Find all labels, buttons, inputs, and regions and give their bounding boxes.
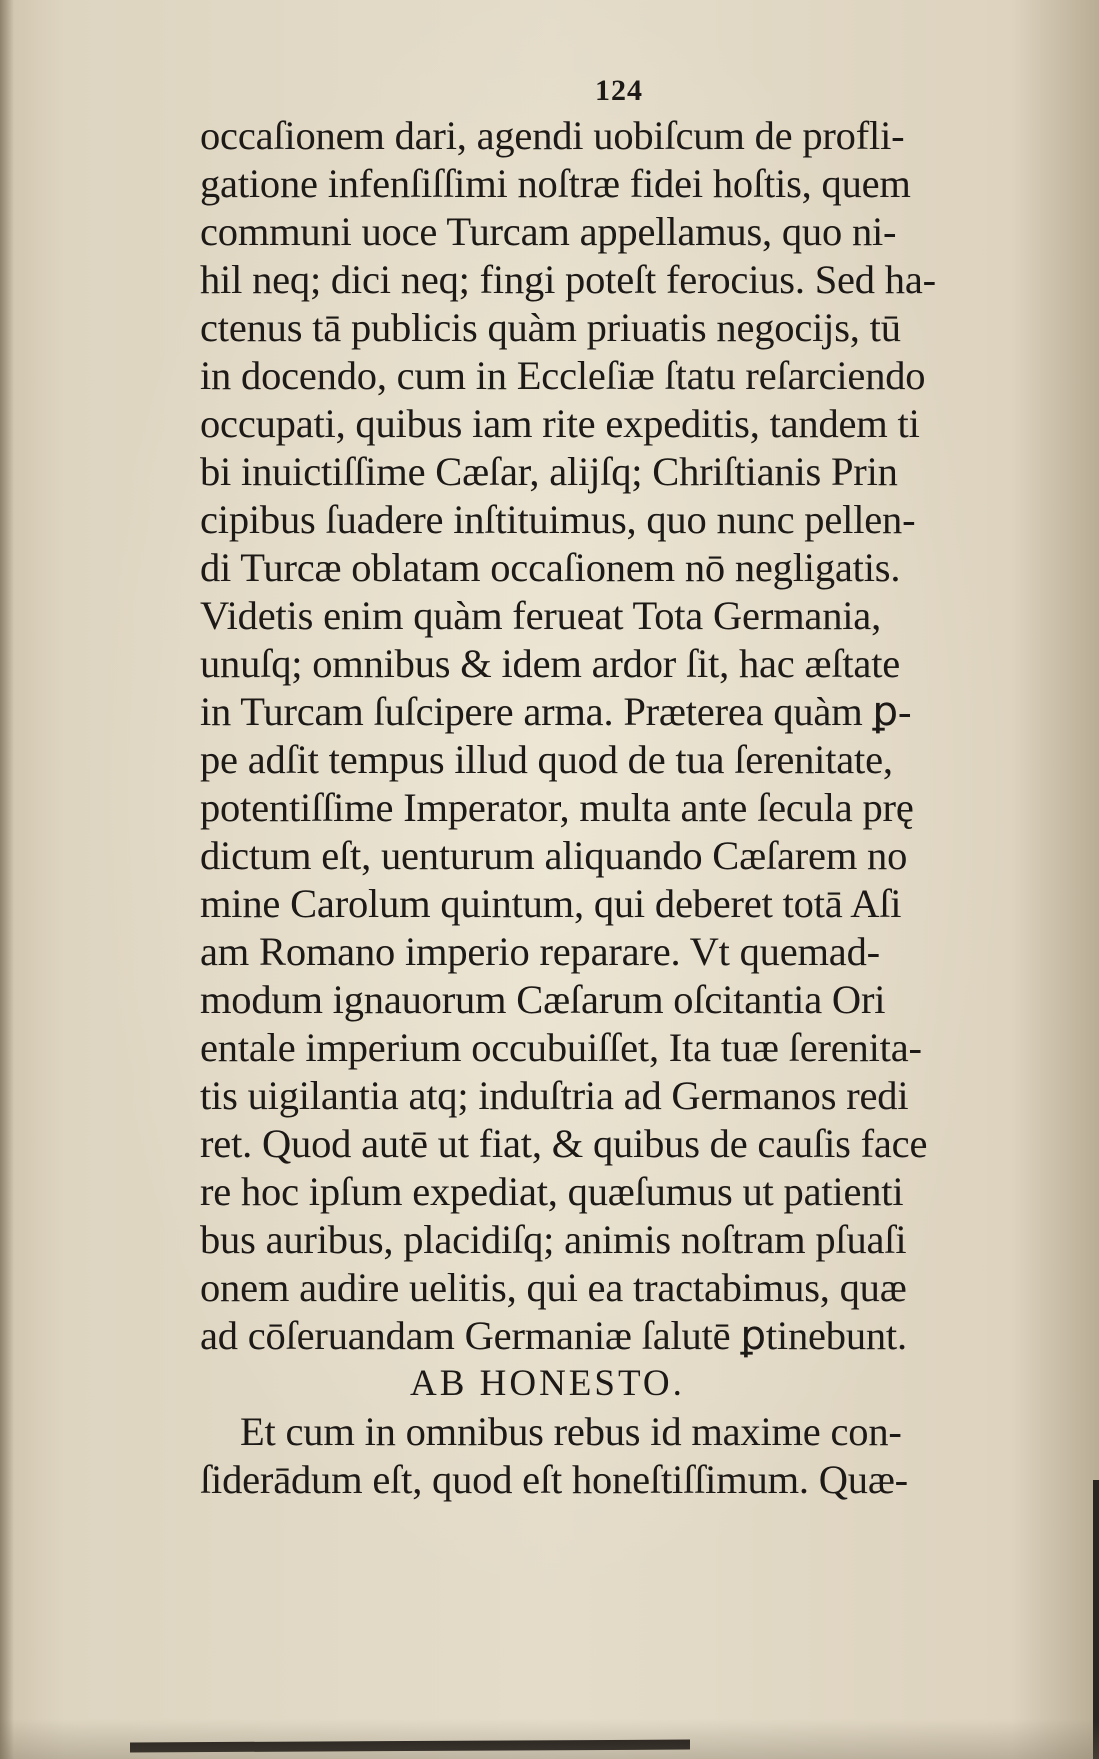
text-line: occaſionem dari, agendi uobiſcum de profli-	[200, 113, 905, 158]
page-number: 124	[595, 74, 643, 107]
text-line: communi uoce Turcam appellamus, quo ni-	[200, 209, 897, 254]
text-line: ſiderādum eſt, quod eſt honeſtiſſimum. Quæ-	[200, 1457, 908, 1502]
text-line: mine Carolum quintum, qui deberet totā Aſi	[200, 881, 902, 926]
text-line: occupati, quibus iam rite expeditis, tandem ti	[200, 401, 920, 446]
text-line: pe adſit tempus illud quod de tua ſerenitate,	[200, 737, 893, 782]
text-line: entale imperium occubuiſſet, Ita tuæ ſerenita-	[200, 1025, 922, 1070]
text-line: di Turcæ oblatam occaſionem nō negligatis.	[200, 545, 901, 590]
text-line: modum ignauorum Cæſarum oſcitantia Ori	[200, 977, 886, 1022]
text-line: tis uigilantia atq; induſtria ad Germanos redi	[200, 1073, 909, 1118]
text-line: bus auribus, placidiſq; animis noſtram pſuaſi	[200, 1217, 907, 1262]
page-edge-shadow	[1093, 1480, 1099, 1759]
bottom-edge-bar	[130, 1740, 690, 1753]
text-line: bi inuictiſſime Cæſar, alijſq; Chriſtianis Prin	[200, 449, 898, 494]
text-line: unuſq; omnibus & idem ardor ſit, hac æſtate	[200, 641, 901, 686]
text-line: cipibus ſuadere inſtituimus, quo nunc pellen-	[200, 497, 916, 542]
text-line: am Romano imperio reparare. Vt quemad-	[200, 929, 880, 974]
text-block	[200, 112, 1060, 1504]
text-line: dictum eſt, uenturum aliquando Cæſarem no	[200, 833, 908, 878]
text-line: Videtis enim quàm ferueat Tota Germania,	[200, 593, 881, 638]
text-line: Et cum in omnibus rebus id maxime con-	[240, 1409, 902, 1454]
text-line: potentiſſime Imperator, multa ante ſecula prę	[200, 785, 914, 830]
section-heading: AB HONESTO.	[410, 1363, 685, 1404]
text-line: in docendo, cum in Eccleſiæ ſtatu reſarciendo	[200, 353, 926, 398]
text-line: ctenus tā publicis quàm priuatis negocijs, tū	[200, 305, 901, 350]
text-line: re hoc ipſum expediat, quæſumus ut patienti	[200, 1169, 904, 1214]
text-line: in Turcam ſuſcipere arma. Præterea quàm ꝑ-	[200, 689, 912, 734]
text-line: ad cōſeruandam Germaniæ ſalutē ꝑtinebunt.	[200, 1313, 907, 1358]
text-line: onem audire uelitis, qui ea tractabimus, quæ	[200, 1265, 907, 1310]
text-line: ret. Quod autē ut fiat, & quibus de cauſis face	[200, 1121, 928, 1166]
text-line: gatione infenſiſſimi noſtræ fidei hoſtis, quem	[200, 161, 911, 206]
text-line: hil neq; dici neq; fingi poteſt ferocius. Sed ha-	[200, 257, 936, 302]
